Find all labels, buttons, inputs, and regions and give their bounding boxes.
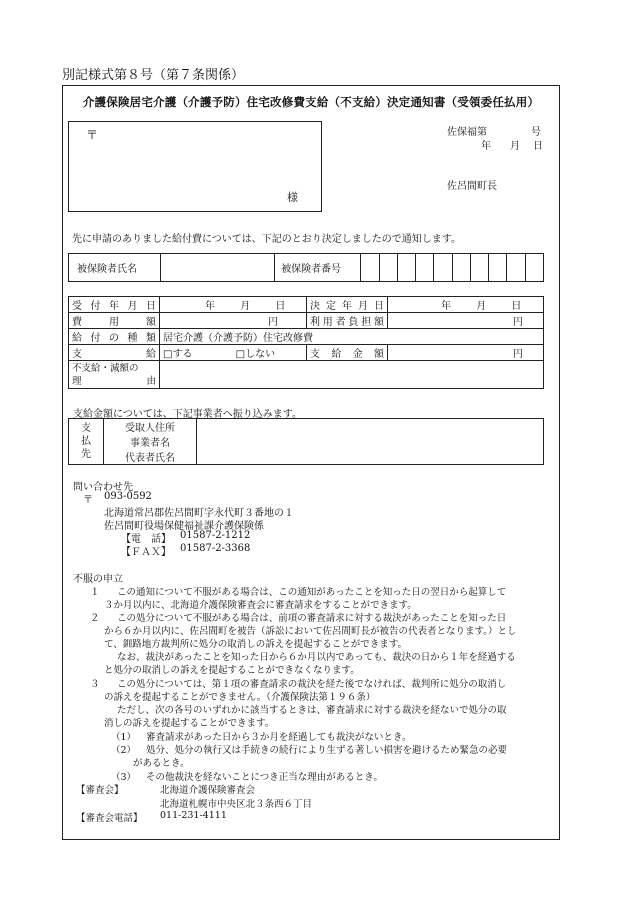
appeal-sub-3-number: （3） <box>111 772 137 783</box>
decision-day: 日 <box>511 301 522 312</box>
decision-month: 月 <box>476 301 487 312</box>
insured-number-digit[interactable] <box>470 254 488 282</box>
appeal-heading: 不服の申立 <box>73 574 123 585</box>
contact-tel: 01587-2-1212 <box>180 530 251 541</box>
payment-amount-field[interactable] <box>388 345 544 361</box>
recipient-address-box[interactable] <box>68 121 322 212</box>
appeal-item-3-number: ３ <box>90 679 100 690</box>
contact-fax-label: 【ＦＡＸ】 <box>121 547 171 558</box>
decision-table <box>68 296 544 389</box>
insured-name-label: 被保険者氏名 <box>69 254 161 282</box>
user-burden-label: 利用者負担額 <box>307 313 388 329</box>
received-year: 年 <box>205 301 215 312</box>
appeal-item-2-line-5: と処分の取消しの訴えを提起することができなくなります。 <box>104 665 360 676</box>
contact-heading: 問い合わせ先 <box>73 482 133 493</box>
cost-yen: 円 <box>268 317 278 328</box>
contact-postal-mark: 〒 <box>83 495 93 506</box>
received-date-label: 受付年月日 <box>69 297 160 313</box>
appeal-sub-2-line-2: があるとき。 <box>133 758 190 769</box>
payment-amount-label: 支給金額 <box>307 345 388 361</box>
review-board-tel-label: 【審査会電話】 <box>76 813 143 824</box>
review-board-name: 北海道介護保険審査会 <box>160 785 256 796</box>
review-board-label: 【審査会】 <box>76 785 124 796</box>
insured-number-digit[interactable] <box>452 254 470 282</box>
insured-number-digit[interactable] <box>379 254 397 282</box>
review-board-tel: 011-231-4111 <box>160 810 227 821</box>
appeal-item-1-number: １ <box>90 587 100 598</box>
intro-text: 先に申請のありました給付費については、下記のとおり決定しましたので通知します。 <box>72 234 461 245</box>
user-burden-field[interactable] <box>388 313 544 329</box>
insured-number-digit[interactable] <box>434 254 452 282</box>
appeal-sub-1-text: 審査請求があった日から３か月を経過しても裁決がないとき。 <box>146 732 412 743</box>
insured-number-label: 被保険者番号 <box>275 254 361 282</box>
reason-field[interactable] <box>160 361 544 389</box>
appeal-item-1-line-2: ３か月以内に、北海道介護保険審査会に審査請求をすることができます。 <box>104 600 417 611</box>
payment-amount-yen: 円 <box>513 349 523 360</box>
contact-fax: 01587-2-3368 <box>180 543 251 554</box>
user-burden-yen: 円 <box>513 317 523 328</box>
postal-mark: 〒 <box>86 128 99 142</box>
payment-yes-checkbox[interactable]: □する <box>163 349 193 360</box>
form-label: 別記様式第８号（第７条関係） <box>62 68 245 83</box>
received-date-field[interactable] <box>160 297 307 313</box>
appeal-item-1-line-1: この通知について不服がある場合は、この通知があったことを知った日の翌日から起算して <box>117 587 507 598</box>
honorific: 様 <box>287 191 298 204</box>
insured-number-digit[interactable] <box>489 254 507 282</box>
appeal-sub-2-line-1: 処分、処分の執行又は手続きの続行により生ずる著しい損害を避けるため緊急の必要 <box>146 745 508 756</box>
payee-table <box>68 418 544 465</box>
decision-year: 年 <box>441 301 451 312</box>
appeal-item-3-line-3: ただし、次の各号のいずれかに該当するときは、審査請求に対する裁決を経ないで処分の取 <box>117 705 507 716</box>
payee-side-char-3: 先 <box>81 449 91 460</box>
decision-date-label: 決定年月日 <box>307 297 388 313</box>
appeal-item-3-line-1: この処分については、第１項の審査請求の裁決を経た後でなければ、裁判所に処分の取消し <box>117 679 507 690</box>
benefit-type-value: 居宅介護（介護予防）住宅改修費 <box>160 329 544 345</box>
reason-label-line-2: 理由 <box>72 375 156 387</box>
transfer-note: 支給金額については、下記事業者へ振り込みます。 <box>73 409 302 420</box>
insured-name-field[interactable] <box>161 254 275 282</box>
appeal-item-3-line-4: 消しの訴えを提起することができます。 <box>104 718 275 729</box>
cost-label: 費用額 <box>69 313 160 329</box>
issue-day: 日 <box>533 141 543 152</box>
reason-label-line-1: 不支給・減額の <box>72 362 139 374</box>
insured-number-digit[interactable] <box>416 254 434 282</box>
payee-business-label: 事業者名 <box>104 434 197 449</box>
received-day: 日 <box>275 301 286 312</box>
insured-table <box>68 253 544 282</box>
contact-address: 北海道常呂郡佐呂間町字永代町３番地の１ <box>104 508 294 519</box>
review-board-address: 北海道札幌市中央区北３条西６丁目 <box>160 799 313 810</box>
insured-number-digit[interactable] <box>525 254 543 282</box>
issue-month: 月 <box>510 141 520 152</box>
doc-number-prefix: 佐保福第 <box>447 127 487 138</box>
contact-department: 佐呂間町役場保健福祉課介護保険係 <box>104 521 264 532</box>
payment-options <box>160 345 307 361</box>
doc-number-suffix: 号 <box>531 127 541 138</box>
payee-address-label: 受取人住所 <box>104 419 197 435</box>
cost-field[interactable] <box>160 313 307 329</box>
reason-label <box>69 361 160 389</box>
appeal-item-2-line-4: なお、裁決があったことを知った日から６か月以内であっても、裁決の日から１年を経過する <box>117 652 516 663</box>
insured-number-digit[interactable] <box>507 254 525 282</box>
payee-side-char-1: 支 <box>81 423 91 434</box>
issuer-name: 佐呂間町長 <box>447 181 497 192</box>
benefit-type-label: 給付の種類 <box>69 329 160 345</box>
payee-side-label <box>69 419 104 465</box>
issue-year: 年 <box>481 141 491 152</box>
payment-label: 支給 <box>69 345 160 361</box>
decision-date-field[interactable] <box>388 297 544 313</box>
appeal-item-2-line-2: から６か月以内に、佐呂間町を被告（訴訟において佐呂間町長が被告の代表者となります。）とし <box>104 626 517 637</box>
appeal-sub-1-number: （1） <box>111 732 137 743</box>
payee-info-field[interactable] <box>197 419 544 465</box>
appeal-item-2-line-3: て、釧路地方裁判所に処分の取消しの訴えを提起することができます。 <box>104 639 408 650</box>
contact-tel-label: 【電 話】 <box>121 534 171 545</box>
appeal-item-2-line-1: この処分について不服がある場合は、前項の審査請求に対する裁決があったことを知った日 <box>117 613 507 624</box>
payment-no-checkbox[interactable]: □しない <box>235 349 276 360</box>
received-month: 月 <box>240 301 251 312</box>
contact-postal-code: 093-0592 <box>104 491 152 502</box>
appeal-item-2-number: ２ <box>90 613 100 624</box>
payee-representative-label: 代表者氏名 <box>104 449 197 465</box>
appeal-item-3-line-2: の訴えを提起することができません。（介護保険法第１９６条） <box>104 692 376 703</box>
insured-number-digit[interactable] <box>361 254 379 282</box>
appeal-sub-2-number: （2） <box>111 745 137 756</box>
insured-number-digit[interactable] <box>397 254 415 282</box>
appeal-sub-3-text: その他裁決を経ないことにつき正当な理由があるとき。 <box>146 772 383 783</box>
document-title: 介護保険居宅介護（介護予防）住宅改修費支給（不支給）決定通知書（受領委任払用） <box>82 95 540 109</box>
payee-side-char-2: 払 <box>81 436 91 447</box>
